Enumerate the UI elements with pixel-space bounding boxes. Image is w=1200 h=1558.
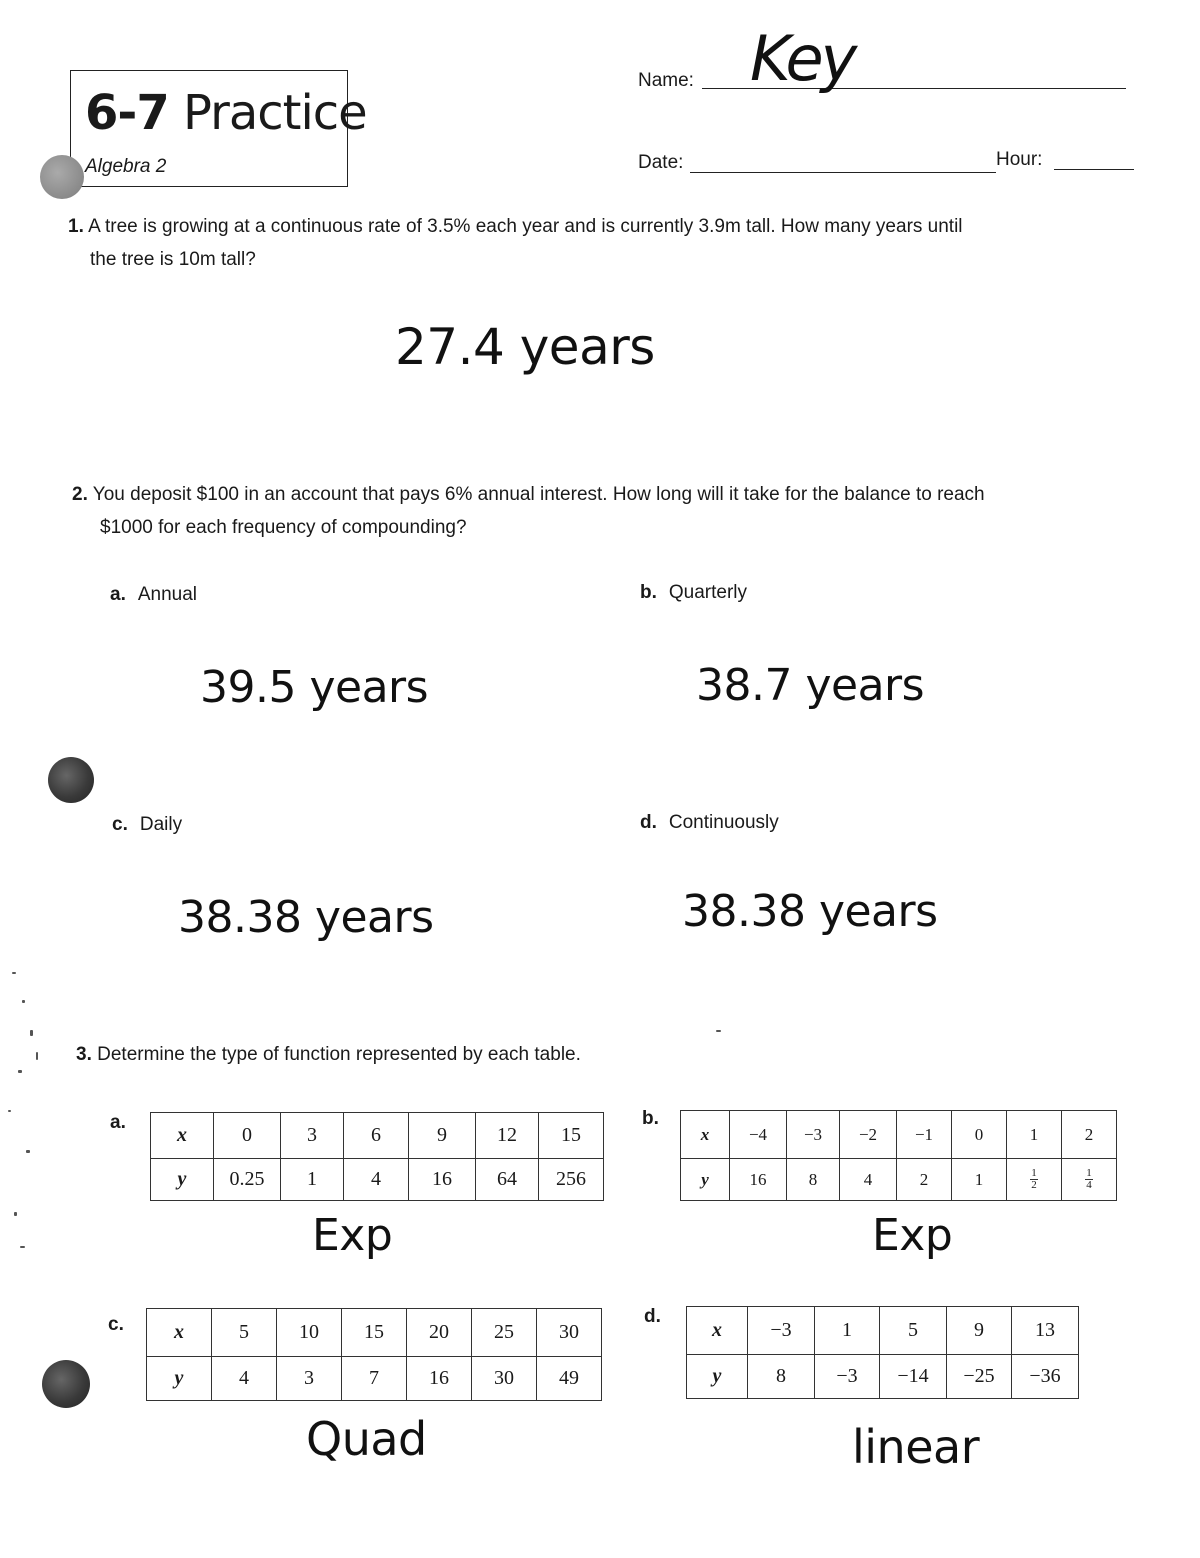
table-cell: 7: [342, 1357, 407, 1401]
table-cell: 49: [537, 1357, 602, 1401]
part-2c-label: c. Daily: [112, 814, 183, 835]
title-box: [70, 70, 367, 187]
lesson-number: 6-7: [85, 85, 169, 141]
table-cell: 0.25: [214, 1159, 281, 1201]
table-3d: [686, 1306, 1079, 1399]
table-cell: 25: [472, 1309, 537, 1357]
table-3d-letter: d.: [644, 1306, 661, 1327]
question-3-text: Determine the type of function represented by each table.: [97, 1044, 581, 1065]
name-value: Key: [750, 22, 855, 95]
table-cell: 4: [344, 1159, 409, 1201]
table-cell: 4: [212, 1357, 277, 1401]
table-cell: [1062, 1159, 1117, 1201]
table-3d-answer: linear: [852, 1420, 980, 1474]
table-cell: 2: [1062, 1111, 1117, 1159]
lesson-word: Practice: [182, 85, 367, 141]
page-title: [85, 85, 367, 141]
question-2-text-line2: $1000 for each frequency of compounding?: [100, 517, 467, 538]
course-name: Algebra 2: [85, 156, 167, 177]
binder-hole-bottom: [42, 1360, 90, 1408]
question-1-text-line1: A tree is growing at a continuous rate of 3.5% each year and is currently 3.9m tall. How many years until: [88, 216, 963, 237]
part-2a-answer: 39.5 years: [200, 662, 429, 713]
table-cell: 10: [277, 1309, 342, 1357]
table-cell: 1: [815, 1307, 880, 1355]
table-cell: 16: [407, 1357, 472, 1401]
table-cell: 2: [897, 1159, 952, 1201]
table-cell: 30: [472, 1357, 537, 1401]
question-2-number: 2.: [72, 484, 88, 505]
table-3b-letter: b.: [642, 1108, 659, 1129]
table-cell: 16: [730, 1159, 787, 1201]
table-3c-answer: Quad: [306, 1412, 427, 1466]
question-1-text-line2: the tree is 10m tall?: [90, 249, 256, 270]
table-cell: −1: [897, 1111, 952, 1159]
part-2d-answer: 38.38 years: [682, 886, 938, 937]
question-1-answer: 27.4 years: [395, 318, 655, 376]
table-cell: 5: [880, 1307, 947, 1355]
table-cell: 30: [537, 1309, 602, 1357]
table-3a: [150, 1112, 604, 1201]
table-cell: −25: [947, 1355, 1012, 1399]
table-cell: −36: [1012, 1355, 1079, 1399]
table-3b: [680, 1110, 1117, 1201]
table-3b-answer: Exp: [872, 1210, 953, 1261]
question-1-number: 1.: [68, 216, 84, 237]
table-cell: 13: [1012, 1307, 1079, 1355]
table-cell: 20: [407, 1309, 472, 1357]
table-cell: 15: [539, 1113, 604, 1159]
table-cell: 16: [409, 1159, 476, 1201]
table-3c-letter: c.: [108, 1314, 124, 1335]
table-cell: 1: [952, 1159, 1007, 1201]
table-cell: 12: [476, 1113, 539, 1159]
binder-hole-top: [40, 155, 84, 199]
table-cell: 5: [212, 1309, 277, 1357]
part-2a-label: a. Annual: [110, 584, 198, 605]
date-line: [690, 172, 996, 173]
table-cell: 6: [344, 1113, 409, 1159]
table-3b-y-label: y: [681, 1159, 730, 1201]
table-cell: −4: [730, 1111, 787, 1159]
table-3d-y-label: y: [687, 1355, 748, 1399]
part-2d-label: d. Continuously: [640, 812, 779, 833]
part-2b-label: b. Quarterly: [640, 582, 748, 603]
date-label: Date:: [638, 152, 684, 173]
table-cell: 4: [840, 1159, 897, 1201]
part-2b-answer: 38.7 years: [696, 660, 925, 711]
table-cell: 15: [342, 1309, 407, 1357]
name-label: Name:: [638, 70, 694, 91]
table-cell: −14: [880, 1355, 947, 1399]
question-1: [68, 210, 1168, 276]
table-cell: −3: [815, 1355, 880, 1399]
table-cell: 256: [539, 1159, 604, 1201]
table-cell: −3: [748, 1307, 815, 1355]
table-cell: 1: [281, 1159, 344, 1201]
table-cell: 9: [409, 1113, 476, 1159]
table-3a-x-label: x: [151, 1113, 214, 1159]
hour-line: [1054, 169, 1134, 170]
table-cell: 8: [787, 1159, 840, 1201]
question-2: [72, 478, 1182, 544]
table-3c-x-label: x: [147, 1309, 212, 1357]
question-2-text-line1: You deposit $100 in an account that pays 6% annual interest. How long will it take for the balance to reach: [92, 484, 985, 505]
table-cell: [1007, 1159, 1062, 1201]
table-cell: 64: [476, 1159, 539, 1201]
table-cell: 8: [748, 1355, 815, 1399]
table-3d-x-label: x: [687, 1307, 748, 1355]
part-2c-answer: 38.38 years: [178, 892, 434, 943]
fraction-one-quarter: $\frac{1}{4}$: [1086, 1167, 1092, 1191]
question-3: [76, 1038, 581, 1071]
table-cell: 0: [214, 1113, 281, 1159]
table-cell: −3: [787, 1111, 840, 1159]
hour-label: Hour:: [996, 149, 1043, 170]
table-3a-letter: a.: [110, 1112, 126, 1133]
fraction-one-half: $\frac{1}{2}$: [1031, 1167, 1037, 1191]
table-cell: 3: [277, 1357, 342, 1401]
question-3-number: 3.: [76, 1044, 92, 1065]
table-cell: 9: [947, 1307, 1012, 1355]
table-cell: 0: [952, 1111, 1007, 1159]
table-3c-y-label: y: [147, 1357, 212, 1401]
binder-hole-middle: [48, 757, 94, 803]
table-3b-x-label: x: [681, 1111, 730, 1159]
table-cell: 1: [1007, 1111, 1062, 1159]
table-3c: [146, 1308, 602, 1401]
table-3a-y-label: y: [151, 1159, 214, 1201]
table-3a-answer: Exp: [312, 1210, 393, 1261]
table-cell: −2: [840, 1111, 897, 1159]
table-cell: 3: [281, 1113, 344, 1159]
